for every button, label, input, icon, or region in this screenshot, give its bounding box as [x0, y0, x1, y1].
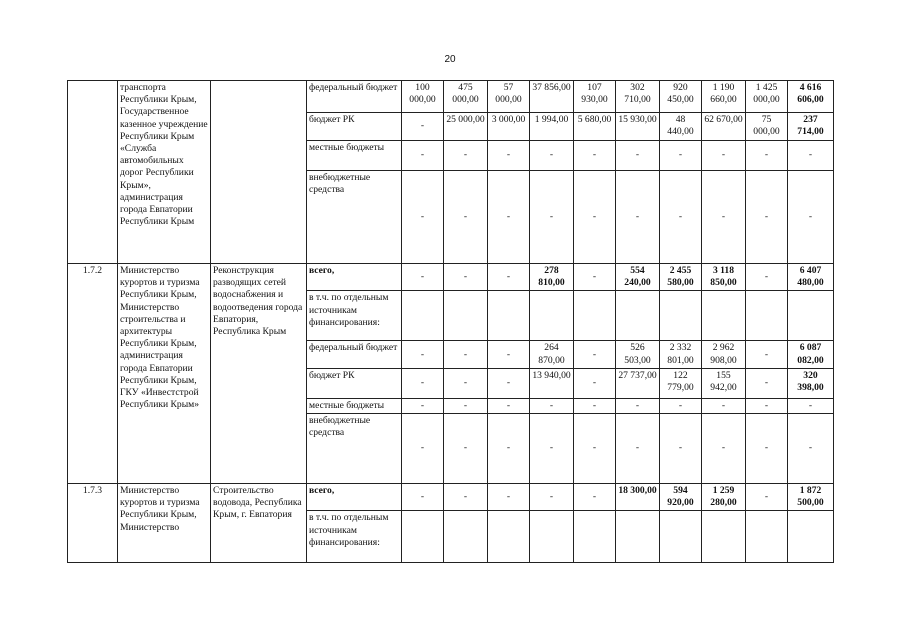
value-cell: 57 000,00 [488, 81, 530, 113]
value-cell [574, 291, 616, 341]
value-cell: 264 870,00 [530, 341, 574, 368]
value-cell: - [402, 484, 444, 511]
event-cell [211, 81, 307, 264]
value-cell: 920 450,00 [660, 81, 702, 113]
value-cell: 554 240,00 [616, 264, 660, 291]
value-cell [402, 291, 444, 341]
source-label: в т.ч. по отдельным источникам финансирования: [307, 511, 402, 563]
event-cell: Реконструкция разводящих сетей водоснабжения и водоотведения города Евпатория, Республика Крым [211, 264, 307, 484]
value-cell: - [488, 484, 530, 511]
value-cell: - [702, 398, 746, 413]
value-cell: - [746, 171, 788, 264]
row-code: 1.7.2 [68, 264, 118, 484]
value-cell: 3 000,00 [488, 113, 530, 141]
value-cell [402, 511, 444, 563]
value-cell: 2 455 580,00 [660, 264, 702, 291]
value-cell: - [530, 414, 574, 484]
value-cell: - [488, 341, 530, 368]
value-cell: - [574, 171, 616, 264]
value-cell [746, 511, 788, 563]
value-cell: 2 962 908,00 [702, 341, 746, 368]
source-label: бюджет РК [307, 113, 402, 141]
value-cell: 107 930,00 [574, 81, 616, 113]
value-cell: 2 332 801,00 [660, 341, 702, 368]
value-cell: 3 118 850,00 [702, 264, 746, 291]
value-cell [660, 511, 702, 563]
value-cell: 526 503,00 [616, 341, 660, 368]
total-cell: 320 398,00 [788, 368, 834, 398]
value-cell: - [746, 264, 788, 291]
value-cell [746, 291, 788, 341]
value-cell [488, 511, 530, 563]
value-cell: - [402, 414, 444, 484]
value-cell: - [444, 141, 488, 171]
value-cell: - [402, 264, 444, 291]
value-cell: 302 710,00 [616, 81, 660, 113]
source-label: федеральный бюджет [307, 81, 402, 113]
value-cell [616, 511, 660, 563]
value-cell: - [616, 171, 660, 264]
value-cell [702, 511, 746, 563]
value-cell: 155 942,00 [702, 368, 746, 398]
value-cell: 122 779,00 [660, 368, 702, 398]
total-cell: - [788, 398, 834, 413]
value-cell: - [402, 341, 444, 368]
value-cell: - [574, 484, 616, 511]
source-label: местные бюджеты [307, 141, 402, 171]
value-cell: - [488, 414, 530, 484]
total-cell: 6 407 480,00 [788, 264, 834, 291]
value-cell [530, 291, 574, 341]
total-cell: - [788, 171, 834, 264]
value-cell: 278 810,00 [530, 264, 574, 291]
value-cell [488, 291, 530, 341]
value-cell: - [488, 171, 530, 264]
value-cell: 25 000,00 [444, 113, 488, 141]
value-cell: 475 000,00 [444, 81, 488, 113]
value-cell: 100 000,00 [402, 81, 444, 113]
total-cell: 6 087 082,00 [788, 341, 834, 368]
value-cell [574, 511, 616, 563]
value-cell: - [530, 171, 574, 264]
value-cell: - [746, 484, 788, 511]
source-label: в т.ч. по отдельным источникам финансирования: [307, 291, 402, 341]
source-label: местные бюджеты [307, 398, 402, 413]
value-cell: - [488, 141, 530, 171]
value-cell: 75 000,00 [746, 113, 788, 141]
row-code: 1.7.3 [68, 484, 118, 563]
value-cell: 18 300,00 [616, 484, 660, 511]
value-cell: - [444, 414, 488, 484]
value-cell: 1 994,00 [530, 113, 574, 141]
value-cell: - [530, 398, 574, 413]
value-cell: - [444, 398, 488, 413]
value-cell: 1 425 000,00 [746, 81, 788, 113]
value-cell: 1 190 660,00 [702, 81, 746, 113]
table-row [68, 264, 834, 291]
executor-cell: Министерство курортов и туризма Республики Крым, Министерство [118, 484, 211, 563]
value-cell: - [530, 141, 574, 171]
value-cell [616, 291, 660, 341]
value-cell: - [702, 414, 746, 484]
total-cell: - [788, 141, 834, 171]
value-cell: - [702, 141, 746, 171]
value-cell: - [530, 484, 574, 511]
value-cell [444, 291, 488, 341]
value-cell: 13 940,00 [530, 368, 574, 398]
value-cell: - [746, 414, 788, 484]
value-cell: - [660, 141, 702, 171]
value-cell: - [488, 264, 530, 291]
source-label: федеральный бюджет [307, 341, 402, 368]
total-cell: 1 872 500,00 [788, 484, 834, 511]
source-label: бюджет РК [307, 368, 402, 398]
source-label: внебюджетные средства [307, 171, 402, 264]
total-cell [788, 291, 834, 341]
value-cell: 5 680,00 [574, 113, 616, 141]
event-cell: Строительство водовода, Республика Крым, г. Евпатория [211, 484, 307, 563]
value-cell [444, 511, 488, 563]
value-cell: - [402, 113, 444, 141]
value-cell: - [402, 368, 444, 398]
value-cell: - [402, 398, 444, 413]
value-cell [530, 511, 574, 563]
executor-cell: Министерство курортов и туризма Республики Крым, Министерство строительства и архитектуры Республики Крым, администрация города Евпатории Республики Крым, ГКУ «Инвестстрой Республики Крым» [118, 264, 211, 484]
value-cell: - [444, 341, 488, 368]
value-cell: - [444, 484, 488, 511]
funding-table [67, 80, 834, 563]
value-cell: - [574, 341, 616, 368]
value-cell: 15 930,00 [616, 113, 660, 141]
value-cell: - [660, 414, 702, 484]
table-row [68, 484, 834, 511]
value-cell: - [616, 141, 660, 171]
value-cell: 1 259 280,00 [702, 484, 746, 511]
source-label: всего, [307, 484, 402, 511]
value-cell: - [616, 414, 660, 484]
value-cell: - [444, 368, 488, 398]
value-cell: - [488, 398, 530, 413]
value-cell: - [402, 171, 444, 264]
value-cell: - [702, 171, 746, 264]
value-cell: 62 670,00 [702, 113, 746, 141]
value-cell [660, 291, 702, 341]
value-cell: - [616, 398, 660, 413]
executor-cell: транспорта Республики Крым, Государственное казенное учреждение Республики Крым «Служба автомобильных дорог Республики Крым», администрация города Евпатории Республики Крым [118, 81, 211, 264]
value-cell [702, 291, 746, 341]
total-cell: 237 714,00 [788, 113, 834, 141]
value-cell: - [660, 398, 702, 413]
page-number: 20 [444, 54, 456, 65]
value-cell: - [574, 264, 616, 291]
value-cell: - [444, 171, 488, 264]
value-cell: - [402, 141, 444, 171]
value-cell: 37 856,00 [530, 81, 574, 113]
value-cell: - [574, 368, 616, 398]
value-cell: 594 920,00 [660, 484, 702, 511]
value-cell: - [746, 398, 788, 413]
value-cell: - [660, 171, 702, 264]
source-label: внебюджетные средства [307, 414, 402, 484]
source-label: всего, [307, 264, 402, 291]
value-cell: - [574, 414, 616, 484]
value-cell: - [574, 141, 616, 171]
value-cell: - [444, 264, 488, 291]
value-cell: - [746, 368, 788, 398]
value-cell: - [574, 398, 616, 413]
table-row [68, 81, 834, 113]
value-cell: - [746, 341, 788, 368]
value-cell: 27 737,00 [616, 368, 660, 398]
total-cell [788, 511, 834, 563]
total-cell: 4 616 606,00 [788, 81, 834, 113]
value-cell: - [746, 141, 788, 171]
value-cell: 48 440,00 [660, 113, 702, 141]
value-cell: - [488, 368, 530, 398]
row-code [68, 81, 118, 264]
total-cell: - [788, 414, 834, 484]
